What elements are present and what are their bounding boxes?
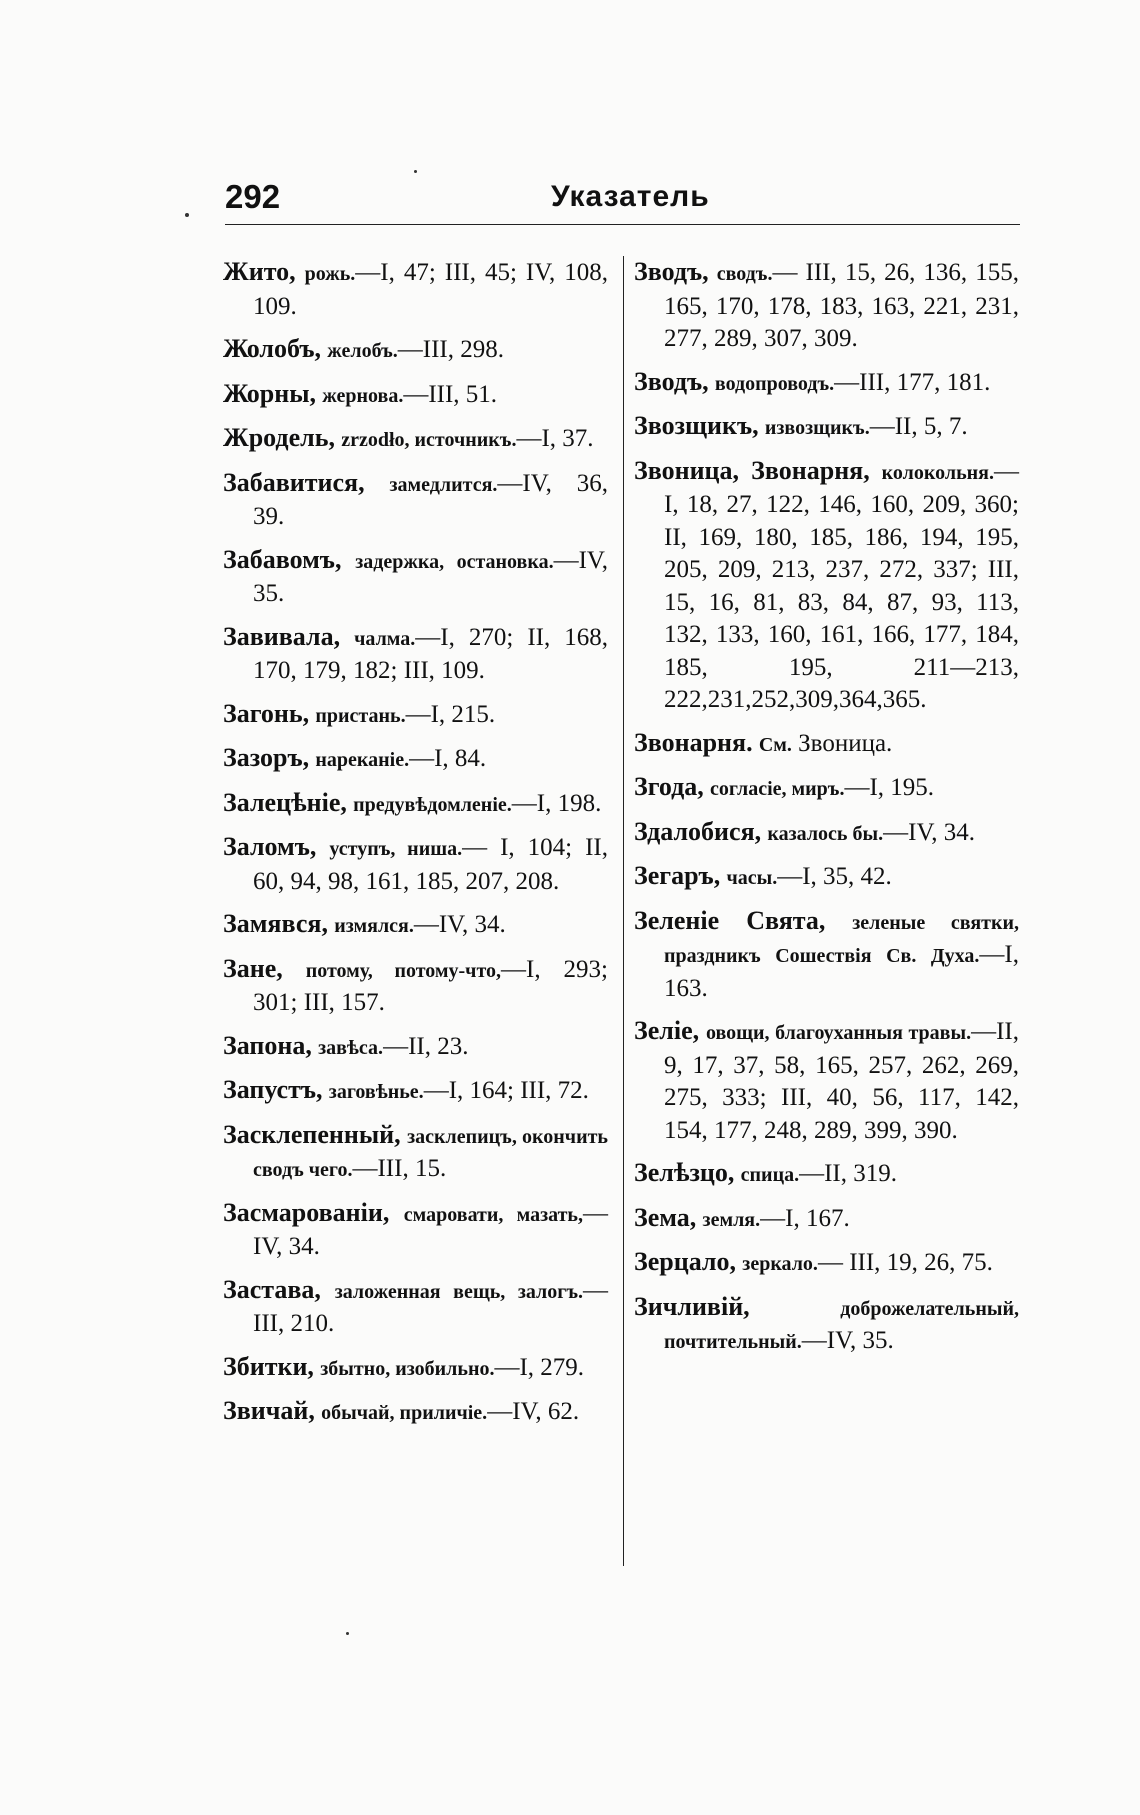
index-entry [223, 333, 608, 368]
gloss: потому, потому-что, [305, 959, 502, 982]
index-entry [223, 1074, 608, 1109]
gloss: збытно, изобильно. [320, 1357, 495, 1380]
headword: Забавомъ, [223, 544, 342, 574]
references: — I, 104; II, 60, 94, 98, 161, 185, 207, 208. [253, 834, 609, 895]
references: —I, 35, 42. [777, 863, 892, 890]
index-entry [634, 905, 1019, 1006]
gloss: земля. [702, 1208, 761, 1231]
headword: Зичливій, [634, 1291, 750, 1321]
gloss: задержка, остановка. [355, 550, 554, 573]
gloss: часы. [726, 867, 778, 889]
gloss: согласіе, миръ. [710, 778, 845, 800]
gloss: чалма. [354, 627, 416, 650]
gloss: зеркало. [742, 1253, 818, 1275]
references: —I, 47; III, 45; IV, 108, 109. [253, 259, 608, 320]
references: —I, 167. [760, 1204, 850, 1232]
headword: Жолобъ, [223, 334, 322, 363]
index-entry [634, 1015, 1019, 1147]
index-entry [634, 455, 1019, 717]
index-entry [634, 1202, 1019, 1237]
references: —IV, 35. [253, 546, 609, 607]
index-entry [223, 467, 608, 534]
references: —I, 293; 301; III, 157. [253, 955, 609, 1016]
references: —III, 51. [403, 380, 498, 408]
references: —IV, 34. [883, 818, 976, 846]
index-entry [223, 621, 608, 688]
index-entry [223, 698, 608, 733]
index-entry [634, 1246, 1019, 1281]
index-entry [634, 816, 1019, 851]
references: —II, 9, 17, 37, 58, 165, 257, 262, 269, 275, 333; III, 40, 56, 117, 142, 154, 177, 248, 289, 399, 390. [664, 1018, 1019, 1144]
index-entry [634, 1157, 1019, 1192]
references: —I, 270; II, 168, 170, 179, 182; III, 109. [253, 623, 609, 684]
references: — III, 19, 26, 75. [817, 1249, 993, 1276]
gloss: водопроводъ. [714, 372, 835, 395]
headword: Здалобися, [634, 816, 762, 846]
references: —IV, 34. [413, 911, 506, 938]
references: —III, 298. [397, 336, 504, 363]
headword: Згода, [634, 772, 704, 801]
gloss: пристань. [315, 704, 406, 727]
headword: Залецѣніе, [223, 787, 347, 817]
index-entry [634, 860, 1019, 895]
headword: Засмарованіи, [223, 1197, 390, 1227]
index-column-left [223, 256, 608, 1440]
references: —III, 210. [253, 1276, 609, 1337]
index-entry [223, 422, 608, 457]
gloss: нареканіе. [315, 749, 410, 771]
references: — III, 15, 26, 136, 155, 165, 170, 178, 183, 163, 221, 231, 277, 289, 307, 309. [664, 259, 1019, 352]
headword: Звозщикъ, [634, 411, 759, 440]
references: —III, 177, 181. [834, 368, 991, 396]
headword: Зеленіе Свята, [634, 905, 826, 935]
headword: Жито, [223, 257, 296, 286]
headword: Зводъ, [634, 366, 709, 396]
gloss: извозщикъ. [764, 417, 870, 439]
gloss: овощи, благоуханныя травы. [705, 1022, 972, 1044]
header-rule [225, 224, 1020, 225]
gloss: обычай, приличіе. [321, 1402, 488, 1424]
gloss: засклепицъ, окончить сводъ чего. [253, 1125, 608, 1181]
index-entry [223, 1030, 608, 1065]
gloss: колокольня. [881, 461, 994, 484]
headword: Звонарня. [634, 727, 753, 757]
references: —I, 195. [844, 774, 935, 801]
index-entry [223, 378, 608, 413]
headword: Зазоръ, [223, 743, 310, 772]
index-entry [223, 1197, 608, 1264]
headword: Зводъ, [634, 257, 709, 286]
references: —I, 163. [664, 941, 1019, 1002]
index-entry [223, 787, 608, 822]
references: —I, 84. [409, 745, 487, 772]
headword: Звоница, Звонарня, [634, 455, 870, 485]
headword: Жродель, [223, 423, 335, 452]
gloss: предувѣдомленіе. [353, 793, 512, 816]
references: —I, 198. [511, 789, 602, 817]
headword: Загонь, [223, 698, 310, 728]
running-title: Указатель [551, 180, 710, 213]
headword: Зема, [634, 1202, 697, 1232]
index-entry [223, 1274, 608, 1341]
index-entry [634, 1291, 1019, 1359]
speck-mark [414, 170, 417, 173]
gloss: желобъ. [327, 340, 398, 362]
index-entry [634, 727, 1019, 762]
headword: Замявся, [223, 909, 328, 938]
index-column-right [634, 256, 1019, 1369]
references: —I, 37. [516, 425, 594, 452]
index-entry [223, 908, 608, 943]
references: —III, 15. [352, 1155, 447, 1182]
index-entry [223, 742, 608, 777]
headword: Зелѣзцо, [634, 1158, 735, 1187]
references: —I, 279. [494, 1353, 585, 1381]
headword: Запустъ, [223, 1075, 323, 1104]
references: —IV, 36, 39. [253, 469, 608, 530]
references: —II, 5, 7. [869, 413, 968, 440]
headword: Завивала, [223, 621, 341, 651]
headword: Застава, [223, 1274, 321, 1304]
index-entry [223, 256, 608, 323]
gloss: смаровати, мазать, [403, 1203, 583, 1226]
gloss: доброжелательный, почтительный. [664, 1297, 1019, 1353]
gloss: жернова. [322, 384, 404, 407]
index-entry [223, 1119, 608, 1187]
headword: Забавитися, [223, 467, 365, 497]
references: — I, 18, 27, 122, 146, 160, 209, 360; II, 169, 180, 185, 186, 194, 195, 205, 209, 213, 237, 272, 337; III, 15, 16, 81, 83, 84, 87, 93, 113, 132, 133, 160, 161, 166, 177, 184, 185, 195, 211—213, 222,231,252,309,364,365. [664, 457, 1019, 713]
headword: Збитки, [223, 1351, 314, 1381]
gloss: завѣса. [318, 1036, 384, 1059]
headword: Запона, [223, 1030, 312, 1060]
gloss: спица. [740, 1164, 800, 1186]
index-entry [223, 1351, 608, 1386]
headword: Заломъ, [223, 832, 317, 861]
references: —I, 215. [405, 700, 496, 728]
index-entry [223, 831, 608, 898]
index-entry [634, 771, 1019, 806]
index-entry [223, 953, 608, 1020]
index-entry [634, 410, 1019, 445]
headword: Зеліе, [634, 1016, 700, 1045]
headword: Звичай, [223, 1396, 315, 1425]
column-divider [623, 256, 624, 1566]
speck-mark [185, 213, 189, 217]
references: —IV, 34. [253, 1199, 608, 1260]
references: —II, 23. [383, 1032, 469, 1060]
references: —IV, 35. [801, 1327, 894, 1354]
gloss: zrzodło, источникъ. [341, 429, 517, 451]
index-entry [223, 1395, 608, 1430]
index-entry [634, 366, 1019, 401]
page-number: 292 [225, 178, 281, 215]
gloss: заложенная вещь, залогъ. [334, 1280, 584, 1303]
references: Звоница. [798, 729, 893, 757]
headword: Зане, [223, 953, 283, 983]
gloss: замедлится. [389, 473, 498, 496]
headword: Зегаръ, [634, 861, 721, 890]
page-header [225, 178, 1020, 218]
gloss: казалось бы. [767, 822, 884, 845]
gloss: зеленые святки, праздникъ Сошествія Св. Духа. [664, 911, 1020, 967]
gloss: измялся. [334, 915, 414, 937]
references: —II, 319. [799, 1160, 897, 1187]
gloss: рожь. [304, 263, 356, 285]
gloss: сводъ. [716, 263, 773, 285]
gloss: уступъ, ниша. [329, 838, 463, 860]
references: —I, 164; III, 72. [423, 1077, 589, 1104]
gloss: заговѣнье. [328, 1081, 424, 1103]
headword: Зерцало, [634, 1247, 737, 1276]
speck-mark [346, 1632, 349, 1635]
headword: Засклепенный, [223, 1119, 401, 1149]
headword: Жорны, [223, 378, 316, 408]
references: —IV, 62. [487, 1398, 580, 1425]
index-entry [634, 256, 1019, 356]
gloss: См. [758, 733, 792, 756]
index-entry [223, 544, 608, 611]
